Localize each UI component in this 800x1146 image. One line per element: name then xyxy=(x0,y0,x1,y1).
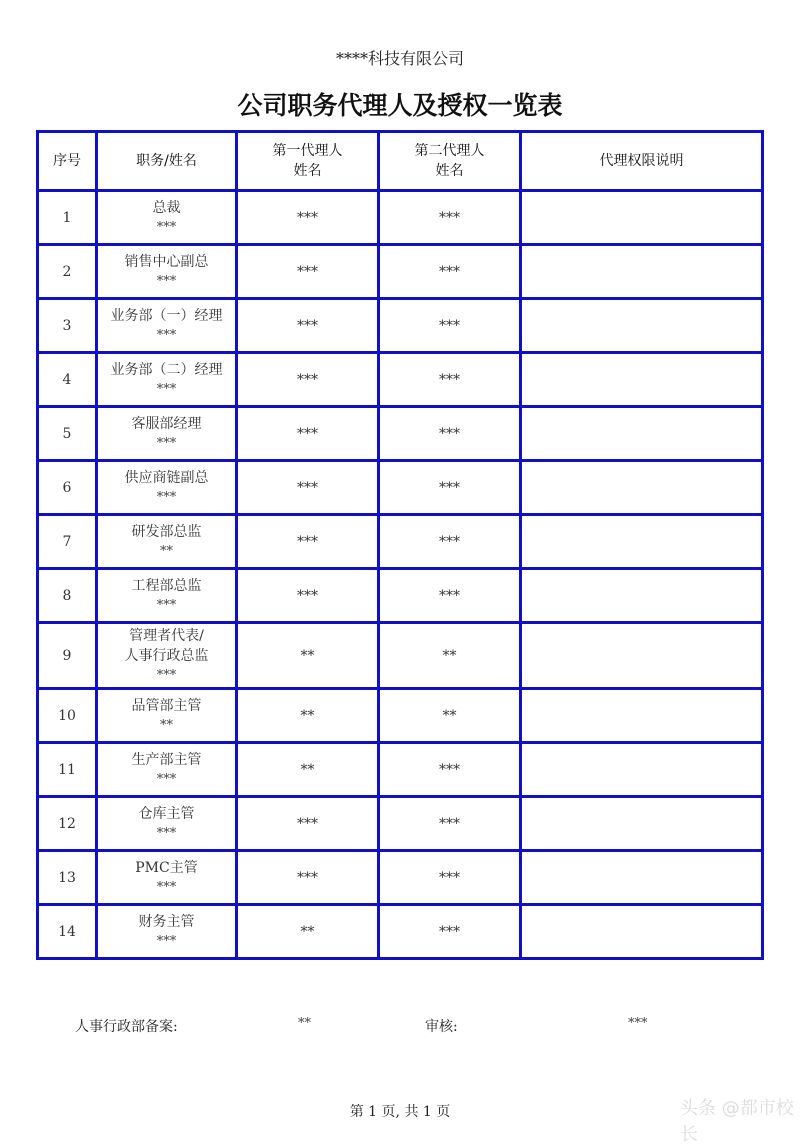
table-row xyxy=(38,851,763,905)
position-title: 供应商链副总 xyxy=(124,469,209,486)
position-holder: *** xyxy=(156,771,177,787)
cell-position xyxy=(97,851,237,905)
cell-index: 1 xyxy=(38,191,97,245)
cell-second-agent: *** xyxy=(379,245,521,299)
company-name: ****科技有限公司 xyxy=(335,49,464,68)
review-value: *** xyxy=(628,1016,648,1031)
cell-first-agent: *** xyxy=(237,299,379,353)
watermark: 头条 @都市校长 xyxy=(680,1098,794,1145)
cell-first-agent: *** xyxy=(237,407,379,461)
position-holder: *** xyxy=(156,327,177,343)
cell-position xyxy=(97,299,237,353)
cell-index: 9 xyxy=(38,623,97,689)
cell-index: 7 xyxy=(38,515,97,569)
position-title: 业务部（二）经理 xyxy=(110,361,223,378)
cell-position xyxy=(97,623,237,689)
cell-second-agent: *** xyxy=(379,797,521,851)
position-title: 工程部总监 xyxy=(131,577,202,594)
table-row xyxy=(38,353,763,407)
cell-index: 11 xyxy=(38,743,97,797)
cell-authority xyxy=(521,353,763,407)
position-holder: *** xyxy=(156,933,177,949)
position-holder: *** xyxy=(156,435,177,451)
cell-position xyxy=(97,191,237,245)
cell-index: 8 xyxy=(38,569,97,623)
filed-label: 人事行政部备案: xyxy=(75,1019,178,1035)
table-row xyxy=(38,515,763,569)
table-row xyxy=(38,689,763,743)
cell-position xyxy=(97,743,237,797)
cell-second-agent: ** xyxy=(379,623,521,689)
document-title: 公司职务代理人及授权一览表 xyxy=(237,91,563,120)
cell-index: 12 xyxy=(38,797,97,851)
cell-first-agent: *** xyxy=(237,851,379,905)
cell-position xyxy=(97,689,237,743)
cell-first-agent: *** xyxy=(237,569,379,623)
cell-authority xyxy=(521,245,763,299)
table-row xyxy=(38,461,763,515)
cell-index: 4 xyxy=(38,353,97,407)
cell-index: 13 xyxy=(38,851,97,905)
header-first-agent-line2: 姓名 xyxy=(293,163,322,179)
cell-position xyxy=(97,407,237,461)
position-title-line2: 人事行政总监 xyxy=(124,647,209,664)
position-holder: ** xyxy=(160,543,173,559)
table-row xyxy=(38,191,763,245)
cell-position xyxy=(97,515,237,569)
cell-second-agent: *** xyxy=(379,905,521,959)
position-title: 财务主管 xyxy=(138,913,195,930)
position-holder: *** xyxy=(156,219,177,235)
cell-index: 6 xyxy=(38,461,97,515)
table-row xyxy=(38,245,763,299)
filed-value: ** xyxy=(298,1016,311,1031)
cell-index: 5 xyxy=(38,407,97,461)
cell-first-agent: ** xyxy=(237,623,379,689)
cell-second-agent: *** xyxy=(379,353,521,407)
header-index: 序号 xyxy=(38,132,97,191)
header-second-agent-line1: 第二代理人 xyxy=(414,143,485,159)
cell-first-agent: *** xyxy=(237,515,379,569)
cell-first-agent: *** xyxy=(237,245,379,299)
cell-second-agent: *** xyxy=(379,461,521,515)
position-title: 品管部主管 xyxy=(131,697,202,714)
cell-authority xyxy=(521,569,763,623)
table-row xyxy=(38,905,763,959)
position-holder: *** xyxy=(156,489,177,505)
cell-index: 2 xyxy=(38,245,97,299)
cell-authority xyxy=(521,905,763,959)
position-title: 业务部（一）经理 xyxy=(110,307,223,324)
agent-authority-table xyxy=(36,130,764,960)
cell-authority xyxy=(521,461,763,515)
cell-authority xyxy=(521,407,763,461)
position-title: 研发部总监 xyxy=(131,523,202,540)
approval-line xyxy=(0,1016,800,1036)
position-holder: *** xyxy=(156,597,177,613)
cell-first-agent: ** xyxy=(237,743,379,797)
page-indicator: 第 1 页, 共 1 页 xyxy=(349,1104,451,1120)
cell-position xyxy=(97,569,237,623)
table-row xyxy=(38,743,763,797)
header-first-agent-line1: 第一代理人 xyxy=(272,143,343,159)
cell-first-agent: *** xyxy=(237,461,379,515)
position-title: 总裁 xyxy=(152,199,181,216)
cell-second-agent: *** xyxy=(379,299,521,353)
cell-second-agent: *** xyxy=(379,569,521,623)
position-title: 管理者代表/ xyxy=(129,627,204,644)
position-title: 客服部经理 xyxy=(131,415,202,432)
table-row xyxy=(38,299,763,353)
cell-authority xyxy=(521,299,763,353)
cell-second-agent: *** xyxy=(379,407,521,461)
cell-position xyxy=(97,245,237,299)
cell-second-agent: *** xyxy=(379,515,521,569)
cell-index: 3 xyxy=(38,299,97,353)
cell-authority xyxy=(521,689,763,743)
position-title: 销售中心副总 xyxy=(124,253,209,270)
position-title: PMC主管 xyxy=(135,859,198,876)
cell-authority xyxy=(521,623,763,689)
position-holder: *** xyxy=(156,273,177,289)
position-title: 仓库主管 xyxy=(138,805,195,822)
cell-first-agent: ** xyxy=(237,689,379,743)
header-second-agent-line2: 姓名 xyxy=(435,163,464,179)
header-second-agent xyxy=(379,132,521,191)
cell-position xyxy=(97,905,237,959)
cell-position xyxy=(97,461,237,515)
cell-position xyxy=(97,353,237,407)
cell-authority xyxy=(521,515,763,569)
position-holder: *** xyxy=(156,667,177,683)
cell-authority xyxy=(521,743,763,797)
cell-authority xyxy=(521,797,763,851)
cell-authority xyxy=(521,851,763,905)
table-row xyxy=(38,569,763,623)
header-first-agent xyxy=(237,132,379,191)
header-row xyxy=(38,132,763,191)
cell-first-agent: *** xyxy=(237,797,379,851)
cell-first-agent: *** xyxy=(237,353,379,407)
table-row xyxy=(38,623,763,689)
review-label: 审核: xyxy=(425,1019,458,1035)
table-row xyxy=(38,407,763,461)
table-row xyxy=(38,797,763,851)
cell-index: 10 xyxy=(38,689,97,743)
cell-first-agent: *** xyxy=(237,191,379,245)
cell-authority xyxy=(521,191,763,245)
position-holder: *** xyxy=(156,825,177,841)
position-holder: *** xyxy=(156,879,177,895)
cell-position xyxy=(97,797,237,851)
cell-second-agent: *** xyxy=(379,191,521,245)
position-holder: ** xyxy=(160,717,173,733)
position-title: 生产部主管 xyxy=(131,751,202,768)
cell-second-agent: *** xyxy=(379,743,521,797)
cell-first-agent: ** xyxy=(237,905,379,959)
header-position-name: 职务/姓名 xyxy=(97,132,237,191)
position-holder: *** xyxy=(156,381,177,397)
cell-second-agent: ** xyxy=(379,689,521,743)
header-authority: 代理权限说明 xyxy=(521,132,763,191)
cell-second-agent: *** xyxy=(379,851,521,905)
cell-index: 14 xyxy=(38,905,97,959)
